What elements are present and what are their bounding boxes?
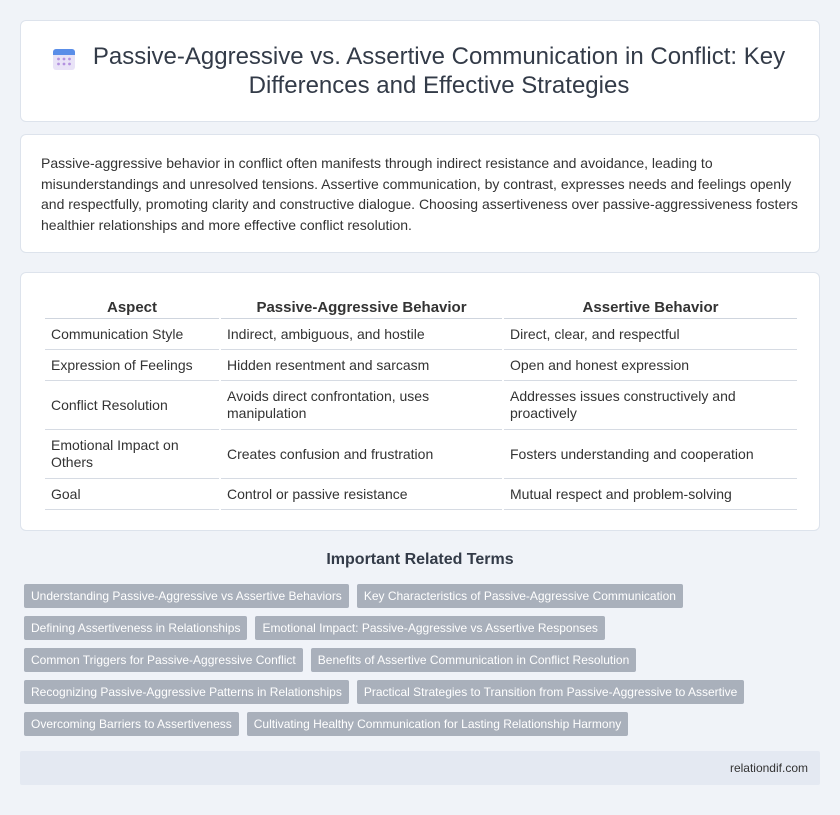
table-cell: Fosters understanding and cooperation [504,430,797,479]
related-term-link[interactable]: Emotional Impact: Passive-Aggressive vs Assertive Responses [255,616,604,640]
related-terms-list [24,584,824,744]
related-term-link[interactable]: Common Triggers for Passive-Aggressive Conflict [24,648,303,672]
table-cell: Emotional Impact on Others [45,430,219,479]
table-cell: Creates confusion and frustration [221,430,502,479]
comparison-table [43,295,799,510]
related-term-link[interactable]: Key Characteristics of Passive-Aggressive Communication [357,584,683,608]
table-cell: Mutual respect and problem-solving [504,479,797,510]
header [51,42,789,100]
header-card [20,20,820,122]
footer-site-name[interactable]: relationdif.com [729,761,808,775]
table-cell: Hidden resentment and sarcasm [221,350,502,381]
related-term-link[interactable]: Overcoming Barriers to Assertiveness [24,712,239,736]
related-terms-heading: Important Related Terms [326,551,514,568]
related-term-link[interactable]: Cultivating Healthy Communication for Lasting Relationship Harmony [247,712,629,736]
table-row [45,319,797,350]
table-row [45,430,797,479]
intro-paragraph: Passive-aggressive behavior in conflict often manifests through indirect resistance and avoidance, leading to misunderstandings and unresolved tensions. Assertive communication, by contrast, expresses needs and feelings openly and respectfully, promoting clarity and constructive dialogue. Choosing assertiveness over passive-aggressiveness fosters healthier relationships and more effective conflict resolution. [41,155,798,233]
table-cell: Avoids direct confrontation, uses manipulation [221,381,502,430]
table-cell: Indirect, ambiguous, and hostile [221,319,502,350]
table-cell: Conflict Resolution [45,381,219,430]
header-assertive: Assertive Behavior [504,295,797,319]
table-cell: Control or passive resistance [221,479,502,510]
table-cell: Open and honest expression [504,350,797,381]
calendar-icon [51,46,77,72]
footer [20,751,820,785]
table-cell: Expression of Feelings [45,350,219,381]
table-cell: Addresses issues constructively and proactively [504,381,797,430]
table-cell: Direct, clear, and respectful [504,319,797,350]
table-row [45,479,797,510]
related-term-link[interactable]: Benefits of Assertive Communication in Conflict Resolution [311,648,636,672]
page-title: Passive-Aggressive vs. Assertive Communication in Conflict: Key Differences and Effective Strategies [92,43,786,99]
related-term-link[interactable]: Recognizing Passive-Aggressive Patterns in Relationships [24,680,349,704]
table-cell: Goal [45,479,219,510]
related-term-link[interactable]: Understanding Passive-Aggressive vs Assertive Behaviors [24,584,349,608]
comparison-table-card [20,272,820,531]
related-term-link[interactable]: Defining Assertiveness in Relationships [24,616,247,640]
table-cell: Communication Style [45,319,219,350]
header-passive-aggressive: Passive-Aggressive Behavior [221,295,502,319]
related-term-link[interactable]: Practical Strategies to Transition from Passive-Aggressive to Assertive [357,680,744,704]
intro-card [20,134,820,253]
table-row [45,381,797,430]
header-aspect: Aspect [45,295,219,319]
table-row [45,350,797,381]
table-header-row [45,295,797,319]
